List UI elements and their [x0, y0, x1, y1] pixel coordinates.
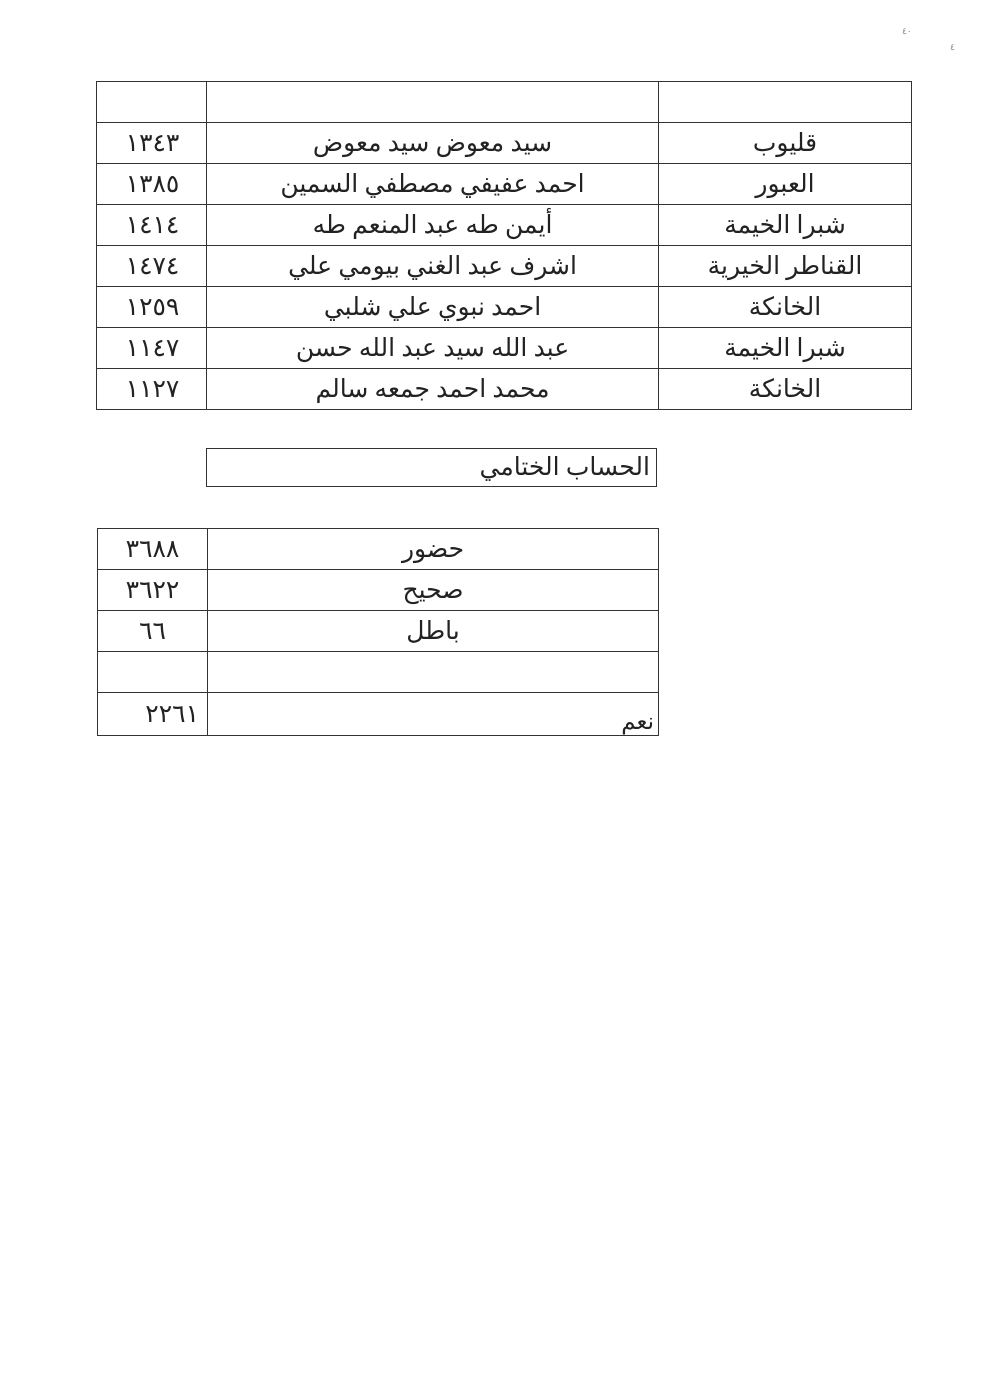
table-row: [97, 287, 912, 328]
candidate-name-cell: عبد الله سيد عبد الله حسن: [207, 328, 659, 369]
table-row: [97, 205, 912, 246]
candidate-name-cell: احمد عفيفي مصطفي السمين: [207, 164, 659, 205]
summary-row-invalid: [98, 611, 659, 652]
region-cell: القناطر الخيرية: [659, 246, 912, 287]
yes-label: نعم: [208, 693, 659, 736]
blank-value: [98, 652, 208, 693]
table-row: [97, 246, 912, 287]
votes-cell: ١٤٧٤: [97, 246, 207, 287]
invalid-label: باطل: [208, 611, 659, 652]
table-row: [97, 123, 912, 164]
table-row: [97, 164, 912, 205]
summary-row-attendance: [98, 529, 659, 570]
blank-label: [208, 652, 659, 693]
region-cell: الخانكة: [659, 369, 912, 410]
invalid-value: ٦٦: [98, 611, 208, 652]
region-cell: الخانكة: [659, 287, 912, 328]
summary-row-yes: [98, 693, 659, 736]
header-cell-region: [659, 82, 912, 123]
votes-cell: ١١٢٧: [97, 369, 207, 410]
region-cell: شبرا الخيمة: [659, 328, 912, 369]
final-account-title: الحساب الختامي: [206, 448, 657, 487]
region-cell: العبور: [659, 164, 912, 205]
region-cell: قليوب: [659, 123, 912, 164]
margin-mark: ٤٠: [902, 26, 912, 36]
region-cell: شبرا الخيمة: [659, 205, 912, 246]
summary-row-blank: [98, 652, 659, 693]
votes-cell: ١٣٤٣: [97, 123, 207, 164]
table-row: [97, 369, 912, 410]
votes-cell: ١٤١٤: [97, 205, 207, 246]
candidate-name-cell: اشرف عبد الغني بيومي علي: [207, 246, 659, 287]
votes-cell: ١٣٨٥: [97, 164, 207, 205]
table-row: [97, 328, 912, 369]
yes-value: ٢٢٦١: [98, 693, 208, 736]
votes-cell: ١٢٥٩: [97, 287, 207, 328]
header-cell-votes: [97, 82, 207, 123]
summary-row-valid: [98, 570, 659, 611]
table-header-row: [97, 82, 912, 123]
candidate-results-table: [96, 81, 912, 410]
valid-value: ٣٦٢٢: [98, 570, 208, 611]
margin-mark: ٤: [950, 42, 955, 52]
candidate-name-cell: محمد احمد جمعه سالم: [207, 369, 659, 410]
header-cell-name: [207, 82, 659, 123]
final-account-summary-table: [97, 528, 659, 736]
attendance-value: ٣٦٨٨: [98, 529, 208, 570]
votes-cell: ١١٤٧: [97, 328, 207, 369]
candidate-name-cell: أيمن طه عبد المنعم طه: [207, 205, 659, 246]
valid-label: صحيح: [208, 570, 659, 611]
candidate-name-cell: سيد معوض سيد معوض: [207, 123, 659, 164]
attendance-label: حضور: [208, 529, 659, 570]
candidate-name-cell: احمد نبوي علي شلبي: [207, 287, 659, 328]
